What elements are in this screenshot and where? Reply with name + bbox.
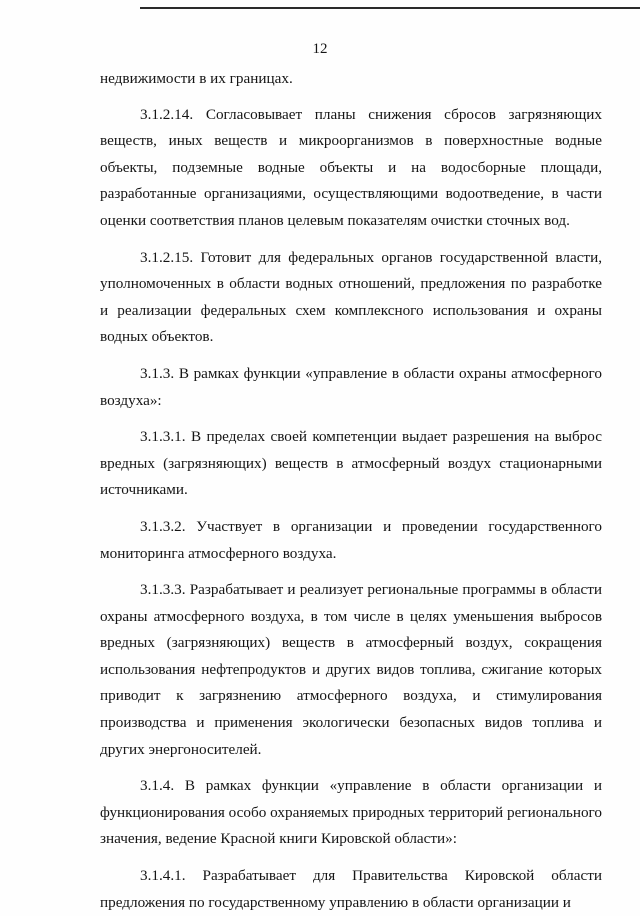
top-rule [140, 7, 640, 9]
paragraph-3-1-4: 3.1.4. В рамках функции «управление в области организации и функционирования особо охраняемых природных территорий регионального значения, ведение Красной книги Кировской области»: [100, 777, 602, 848]
paragraph-3-1-3-2: 3.1.3.2. Участвует в организации и проведении государственного мониторинга атмосферного воздуха. [100, 517, 602, 562]
page-number: 12 [312, 41, 328, 57]
document-body [100, 66, 602, 916]
paragraph-3-1-3-1: 3.1.3.1. В пределах своей компетенции выдает разрешения на выброс вредных (загрязняющих) веществ в атмосферный воздух стационарными источниками. [100, 428, 602, 499]
paragraph-3-1-3: 3.1.3. В рамках функции «управление в области охраны атмосферного воздуха»: [100, 364, 602, 409]
paragraph-continued: недвижимости в их границах. [100, 70, 293, 87]
paragraph-3-1-4-1: 3.1.4.1. Разрабатывает для Правительства Кировской области предложения по государственному управлению в области организации и [100, 867, 602, 911]
paragraph-3-1-2-14: 3.1.2.14. Согласовывает планы снижения сбросов загрязняющих веществ, иных веществ и микроорганизмов в поверхностные водные объекты, подземные водные объекты и на водосборные площади, разработанные организациями, осуществляющими водоотведение, в части оценки соответствия планов целевым показателям очистки сточных вод. [100, 105, 602, 229]
paragraph-3-1-2-15: 3.1.2.15. Готовит для федеральных органов государственной власти, уполномоченных в области водных отношений, предложения по разработке и реализации федеральных схем комплексного использования и охраны водных объектов. [100, 248, 602, 346]
paragraph-3-1-3-3: 3.1.3.3. Разрабатывает и реализует региональные программы в области охраны атмосферного воздуха, в том числе в целях уменьшения выбросов вредных (загрязняющих) веществ в атмосферный воздух, сокращения использования нефтепродуктов и других видов топлива, сжигание которых приводит к загрязнению атмосферного воздуха, и стимулирования производства и применения экологически безопасных видов топлива и других энергоносителей. [100, 581, 602, 758]
